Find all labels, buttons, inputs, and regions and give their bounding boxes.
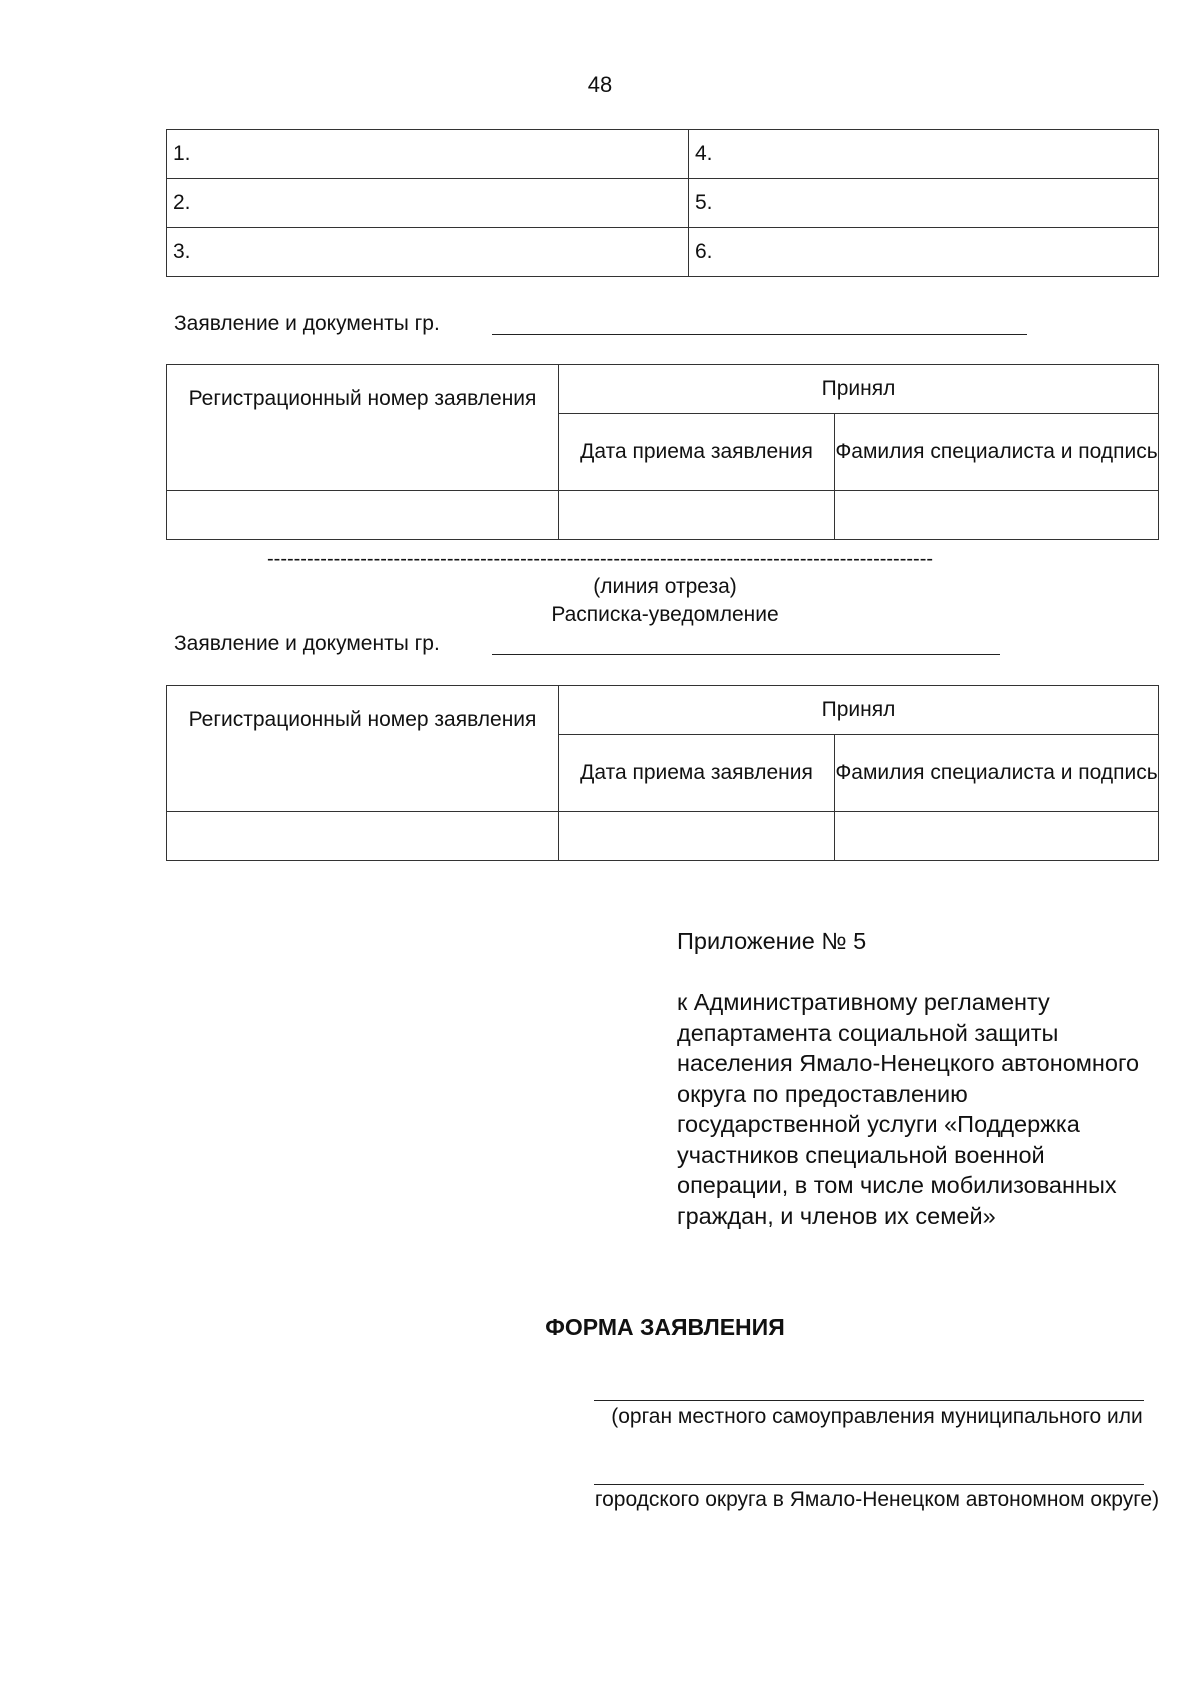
specialist-header: Фамилия специалиста и подпись xyxy=(835,414,1159,491)
authority-caption: (орган местного самоуправления муниципального или xyxy=(611,1405,1143,1428)
table-row xyxy=(167,812,1159,861)
statement-label: Заявление и документы гр. xyxy=(174,632,440,655)
appendix-title: Приложение № 5 xyxy=(677,928,867,954)
reg-number-header: Регистрационный номер заявления xyxy=(167,365,559,491)
statement-label: Заявление и документы гр. xyxy=(174,312,440,335)
table-row xyxy=(167,179,1159,228)
table-cell: 6. xyxy=(689,228,1159,277)
table-cell: 5. xyxy=(689,179,1159,228)
table-cell: 3. xyxy=(167,228,689,277)
registration-table-2 xyxy=(166,685,1159,861)
table-cell: 1. xyxy=(167,130,689,179)
authority-caption: городского округа в Ямало-Ненецком автономном округе) xyxy=(594,1488,1160,1511)
table-row xyxy=(167,491,1159,540)
table-row xyxy=(167,130,1159,179)
date-cell xyxy=(559,812,835,861)
form-title: ФОРМА ЗАЯВЛЕНИЯ xyxy=(545,1314,785,1340)
page-number: 48 xyxy=(587,72,613,97)
authority-underline xyxy=(594,1484,1144,1485)
table-cell: 4. xyxy=(689,130,1159,179)
authority-underline xyxy=(594,1400,1144,1401)
table-row xyxy=(167,228,1159,277)
reg-number-cell xyxy=(167,491,559,540)
appendix-text: к Административному регламенту департамента социальной защиты населения Ямало-Ненецкого автономного округа по предоставлению государственной услуги «Поддержка участников специальной военной операции, в том числе мобилизованных граждан, и членов их семей» xyxy=(677,989,1140,1229)
accepted-header: Принял xyxy=(559,365,1159,414)
table-cell: 2. xyxy=(167,179,689,228)
name-underline xyxy=(492,334,1027,335)
receipt-title: Расписка-уведомление xyxy=(551,603,779,626)
reg-number-header: Регистрационный номер заявления xyxy=(167,686,559,812)
date-header: Дата приема заявления xyxy=(559,414,835,491)
cut-line: ---------------------------------------------------------------------------------------------------- xyxy=(267,548,934,570)
date-header: Дата приема заявления xyxy=(559,735,835,812)
numbered-table xyxy=(166,129,1159,277)
registration-table xyxy=(166,364,1159,540)
specialist-header: Фамилия специалиста и подпись xyxy=(835,735,1159,812)
specialist-cell xyxy=(835,491,1159,540)
specialist-cell xyxy=(835,812,1159,861)
accepted-header: Принял xyxy=(559,686,1159,735)
reg-number-cell xyxy=(167,812,559,861)
cut-line-label: (линия отреза) xyxy=(593,575,737,598)
name-underline xyxy=(492,654,1000,655)
date-cell xyxy=(559,491,835,540)
